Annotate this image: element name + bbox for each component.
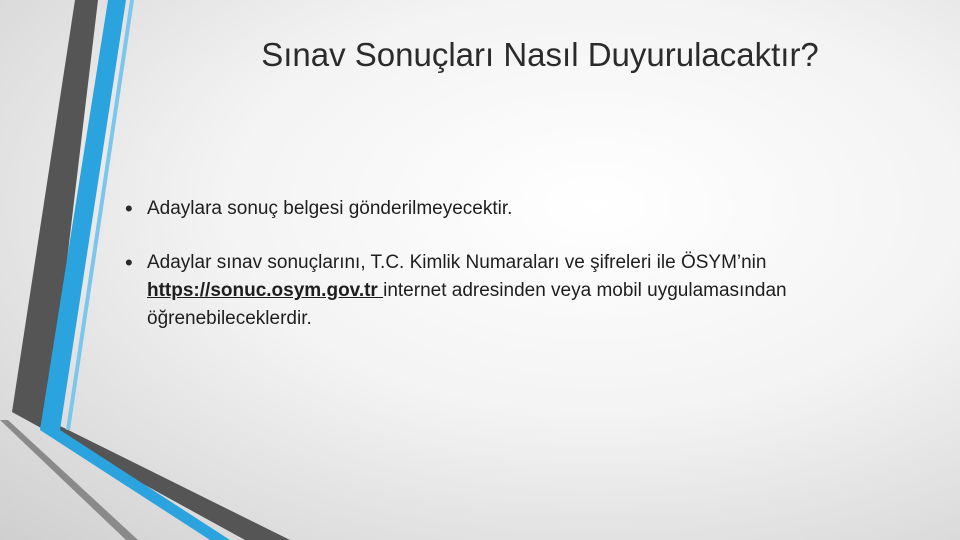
bullet-text-2-end: internet adresinden veya mobil uygulamasından öğrenebileceklerdir. xyxy=(147,280,787,329)
bullet-text-1: Adaylara sonuç belgesi gönderilmeyecektir. xyxy=(147,198,513,219)
bullet-icon: • xyxy=(125,250,133,275)
osym-result-link[interactable]: https://sonuc.osym.gov.tr xyxy=(147,280,384,301)
bullet-item-1 xyxy=(125,195,905,223)
bullet-list xyxy=(125,195,905,359)
slide-title: Sınav Sonuçları Nasıl Duyurulacaktır? xyxy=(261,36,819,73)
bullet-item-2 xyxy=(125,249,905,333)
bullet-text-2-start: Adaylar sınav sonuçlarını, T.C. Kimlik Numaraları ve şifreleri ile ÖSYM’nin xyxy=(147,252,767,273)
bullet-icon: • xyxy=(125,196,133,221)
